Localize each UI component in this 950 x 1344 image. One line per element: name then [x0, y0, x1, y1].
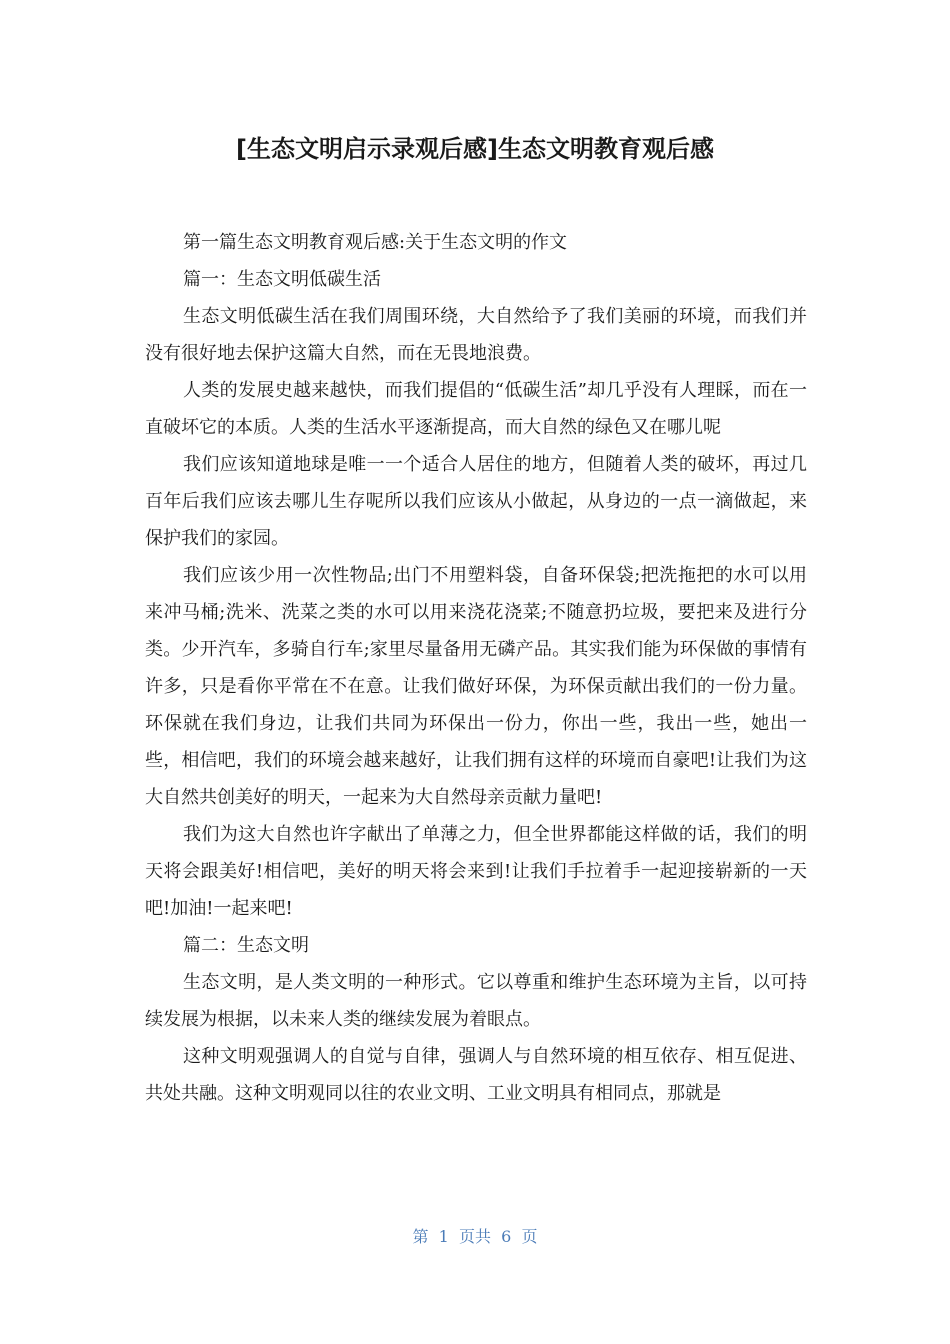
paragraph: 我们为这大自然也许字献出了单薄之力，但全世界都能这样做的话，我们的明天将会跟美好!相信吧，美好的明天将会来到!让我们手拉着手一起迎接崭新的一天吧!加油!一起来吧!: [145, 824, 807, 919]
paragraph: 我们应该知道地球是唯一一个适合人居住的地方，但随着人类的破坏，再过几百年后我们应该去哪儿生存呢所以我们应该从小做起，从身边的一点一滴做起，来保护我们的家园。: [145, 454, 807, 549]
paragraph-section-heading: 第一篇生态文明教育观后感:关于生态文明的作文: [183, 232, 568, 253]
document-body: [145, 224, 807, 1112]
paragraph: 生态文明，是人类文明的一种形式。它以尊重和维护生态环境为主旨，以可持续发展为根据，以未来人类的继续发展为着眼点。: [145, 972, 807, 1030]
paragraph-part-two-heading: 篇二：生态文明: [183, 935, 309, 956]
page-number-footer: 第 1 页共 6 页: [412, 1227, 538, 1246]
paragraph: 人类的发展史越来越快，而我们提倡的“低碳生活”却几乎没有人理睬，而在一直破坏它的本质。人类的生活水平逐渐提高，而大自然的绿色又在哪儿呢: [145, 380, 807, 438]
paragraph: 我们应该少用一次性物品;出门不用塑料袋，自备环保袋;把洗拖把的水可以用来冲马桶;洗米、洗菜之类的水可以用来浇花浇菜;不随意扔垃圾，要把来及进行分类。少开汽车，多骑自行车;家里尽量备用无磷产品。其实我们能为环保做的事情有许多，只是看你平常在不在意。让我们做好环保，为环保贡献出我们的一份力量。环保就在我们身边，让我们共同为环保出一份力，你出一些，我出一些，她出一些，相信吧，我们的环境会越来越好，让我们拥有这样的环境而自豪吧!让我们为这大自然共创美好的明天，一起来为大自然母亲贡献力量吧!: [145, 565, 807, 808]
paragraph-part-one-heading: 篇一：生态文明低碳生活: [183, 269, 381, 290]
paragraph: 生态文明低碳生活在我们周围环绕，大自然给予了我们美丽的环境，而我们并没有很好地去保护这篇大自然，而在无畏地浪费。: [145, 306, 807, 364]
document-title: [生态文明启示录观后感]生态文明教育观后感: [236, 135, 714, 163]
paragraph: 这种文明观强调人的自觉与自律，强调人与自然环境的相互依存、相互促进、共处共融。这种文明观同以往的农业文明、工业文明具有相同点，那就是: [145, 1046, 807, 1104]
